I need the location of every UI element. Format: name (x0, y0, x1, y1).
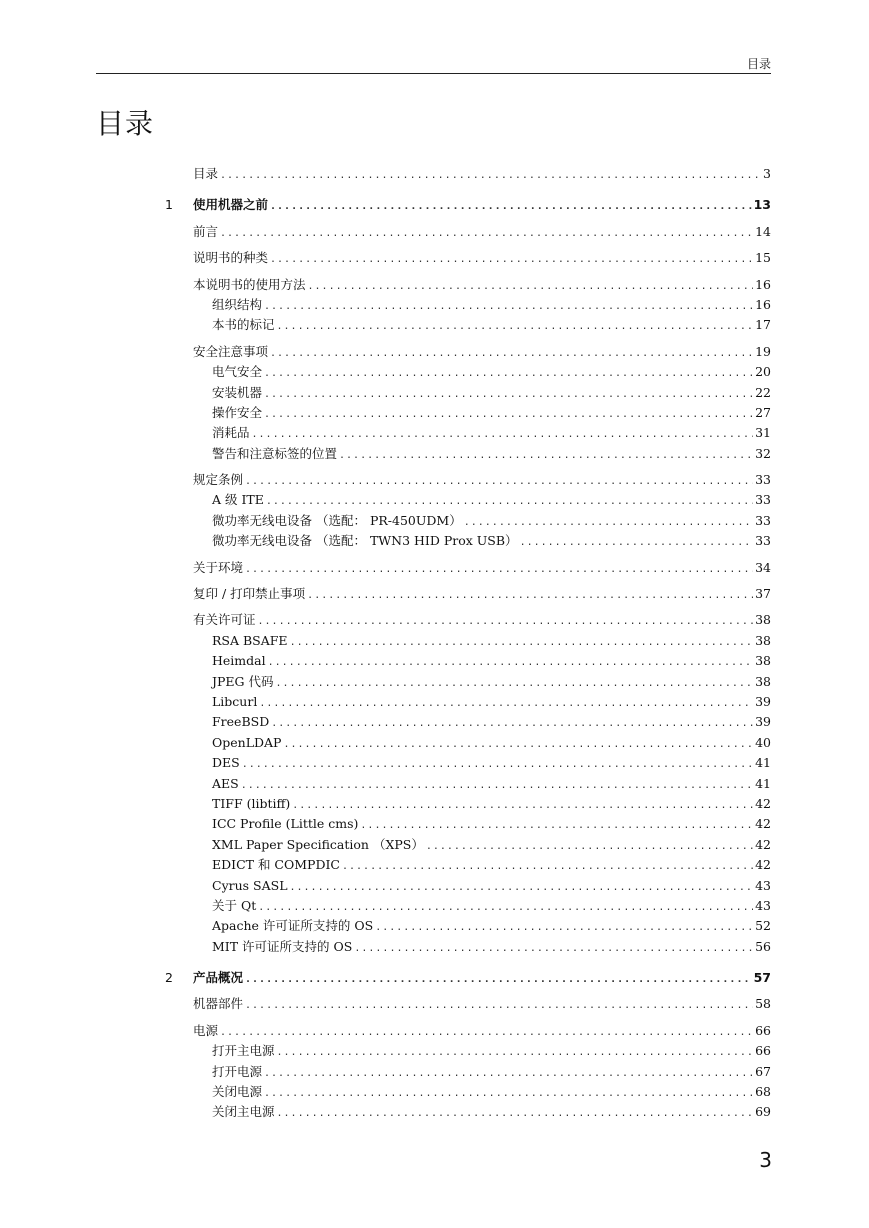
toc-page-number: 57 (753, 970, 771, 986)
toc-subentry[interactable] (212, 896, 771, 916)
dot-leader (464, 513, 753, 533)
toc-page-number: 41 (755, 755, 771, 771)
toc-entry-contents[interactable] (193, 164, 771, 184)
chapter-number: 1 (165, 197, 173, 213)
dot-leader (375, 918, 753, 938)
toc-page-number: 32 (755, 445, 771, 461)
toc-entry[interactable] (193, 470, 771, 490)
toc-page-number: 15 (755, 250, 771, 266)
toc-page-number: 37 (755, 586, 771, 602)
toc-page-number: 13 (753, 197, 771, 213)
toc-subentry[interactable] (212, 295, 771, 315)
toc-entry[interactable] (193, 222, 771, 242)
toc-page-number: 27 (755, 404, 771, 420)
toc-subentry[interactable] (212, 712, 771, 732)
toc-page-number: 38 (755, 632, 771, 648)
dot-leader (360, 816, 753, 836)
toc-entry-label: 机器部件 (193, 996, 244, 1012)
toc-page-number: 34 (755, 559, 771, 575)
dot-leader (264, 364, 753, 384)
toc-entry-label: ICC Profile (Little cms) (212, 816, 359, 832)
toc-entry-label: 关闭电源 (212, 1084, 263, 1100)
toc-page-number: 69 (755, 1104, 771, 1120)
dot-leader (220, 166, 761, 186)
toc-entry-label: 微功率无线电设备 （选配： PR-450UDM） (212, 512, 462, 528)
toc-page-number: 43 (755, 877, 771, 893)
toc-page-number: 66 (755, 1022, 771, 1038)
dot-leader (241, 776, 753, 796)
toc-entry[interactable] (193, 342, 771, 362)
dot-leader (277, 317, 754, 337)
dot-leader (270, 197, 752, 217)
dot-leader (290, 878, 754, 898)
toc-page-number: 33 (755, 472, 771, 488)
toc-page-number: 42 (755, 836, 771, 852)
toc-subentry[interactable] (212, 423, 771, 443)
toc-page-number: 66 (755, 1043, 771, 1059)
toc-page-number: 16 (755, 276, 771, 292)
toc-entry-label: Libcurl (212, 693, 258, 709)
dot-leader (342, 857, 753, 877)
dot-leader (258, 898, 753, 918)
toc-page-number: 42 (755, 816, 771, 832)
toc-entry-label: FreeBSD (212, 714, 270, 730)
dot-leader (220, 224, 753, 244)
toc-chapter-label: 使用机器之前 (193, 197, 269, 213)
dot-leader (245, 472, 753, 492)
dot-leader (270, 344, 753, 364)
toc-subentry[interactable] (212, 511, 771, 531)
dot-leader (308, 277, 754, 297)
toc-subentry[interactable] (212, 876, 771, 896)
toc-chapter-1[interactable] (165, 195, 771, 215)
toc-entry[interactable] (193, 994, 771, 1014)
chapter-number: 2 (165, 970, 173, 986)
toc-subentry[interactable] (212, 383, 771, 403)
toc-page-number: 42 (755, 795, 771, 811)
toc-page-number: 39 (755, 693, 771, 709)
toc-page-number: 14 (755, 223, 771, 239)
dot-leader (264, 297, 753, 317)
dot-leader (270, 250, 753, 270)
toc-page-number: 20 (755, 364, 771, 380)
toc-subentry[interactable] (212, 1102, 771, 1122)
table-of-contents (0, 164, 869, 1123)
dot-leader (252, 425, 754, 445)
toc-subentry[interactable] (212, 1062, 771, 1082)
toc-subentry[interactable] (212, 835, 771, 855)
running-header-title: 目录 (746, 57, 771, 71)
toc-entry-label: 关于环境 (193, 559, 244, 575)
dot-leader (264, 1064, 753, 1084)
toc-page-number: 42 (755, 857, 771, 873)
toc-subentry[interactable] (212, 733, 771, 753)
dot-leader (283, 735, 753, 755)
toc-subentry[interactable] (212, 362, 771, 382)
running-header (96, 55, 771, 74)
toc-subentry[interactable] (212, 672, 771, 692)
toc-page-number: 16 (755, 296, 771, 312)
dot-leader (245, 970, 752, 990)
toc-entry-label: 警告和注意标签的位置 (212, 445, 338, 461)
toc-entry-label: TIFF (libtiff) (212, 795, 291, 811)
dot-leader (271, 714, 753, 734)
toc-entry-label: 有关许可证 (193, 612, 256, 628)
toc-entry-label: XML Paper Specification （XPS） (212, 836, 424, 852)
toc-entry-label: 关于 Qt (212, 897, 257, 913)
toc-entry-label: AES (212, 775, 239, 791)
toc-page-number: 3 (763, 166, 771, 181)
dot-leader (259, 694, 753, 714)
toc-entry-label: Cyrus SASL (212, 877, 288, 893)
toc-entry-label: 前言 (193, 223, 219, 239)
dot-leader (290, 633, 754, 653)
toc-subentry[interactable] (212, 631, 771, 651)
toc-entry-label: 组织结构 (212, 296, 263, 312)
toc-subentry[interactable] (212, 651, 771, 671)
page-number: 3 (759, 1148, 772, 1172)
toc-page-number: 22 (755, 384, 771, 400)
toc-entry-label: 电气安全 (212, 364, 263, 380)
toc-entry[interactable] (193, 248, 771, 268)
toc-entry[interactable] (193, 1021, 771, 1041)
toc-page-number: 67 (755, 1063, 771, 1079)
toc-subentry[interactable] (212, 855, 771, 875)
toc-subentry[interactable] (212, 814, 771, 834)
dot-leader (264, 405, 753, 425)
toc-entry-label: 微功率无线电设备 （选配： TWN3 HID Prox USB） (212, 533, 518, 549)
toc-entry-label: JPEG 代码 (212, 673, 274, 689)
toc-page-number: 38 (755, 612, 771, 628)
toc-entry-label: 安全注意事项 (193, 343, 269, 359)
toc-page-number: 56 (755, 938, 771, 954)
toc-subentry[interactable] (212, 794, 771, 814)
toc-entry-label: MIT 许可证所支持的 OS (212, 938, 353, 954)
toc-entry-label: A 级 ITE (212, 492, 264, 508)
toc-subentry[interactable] (212, 531, 771, 551)
toc-subentry[interactable] (212, 315, 771, 335)
dot-leader (258, 612, 754, 632)
toc-page-number: 39 (755, 714, 771, 730)
toc-entry-label: DES (212, 755, 240, 771)
toc-page-number: 33 (755, 533, 771, 549)
toc-entry-label: 说明书的种类 (193, 250, 269, 266)
dot-leader (242, 755, 753, 775)
dot-leader (276, 674, 754, 694)
toc-chapter-label: 产品概况 (193, 970, 244, 986)
dot-leader (426, 837, 753, 857)
dot-leader (245, 560, 753, 580)
toc-subentry[interactable] (212, 692, 771, 712)
toc-subentry[interactable] (212, 753, 771, 773)
dot-leader (268, 653, 753, 673)
toc-entry[interactable] (193, 558, 771, 578)
dot-leader (292, 796, 753, 816)
toc-subentry[interactable] (212, 1082, 771, 1102)
toc-entry-label: 打开主电源 (212, 1043, 275, 1059)
toc-entry-label: 关闭主电源 (212, 1104, 275, 1120)
dot-leader (520, 533, 754, 553)
toc-entry-label: Heimdal (212, 653, 266, 669)
dot-leader (266, 492, 753, 512)
toc-chapter-2[interactable] (165, 968, 771, 988)
toc-subentry[interactable] (212, 1041, 771, 1061)
dot-leader (354, 939, 753, 959)
dot-leader (264, 1084, 753, 1104)
toc-entry-label: 电源 (193, 1022, 219, 1038)
toc-entry-label: 规定条例 (193, 472, 244, 488)
toc-page-number: 17 (755, 317, 771, 333)
toc-subentry[interactable] (212, 937, 771, 957)
toc-entry-label: 操作安全 (212, 404, 263, 420)
toc-subentry[interactable] (212, 774, 771, 794)
toc-page-number: 58 (755, 996, 771, 1012)
toc-entry-label: 消耗品 (212, 425, 250, 441)
toc-entry-label: RSA BSAFE (212, 632, 288, 648)
toc-entry-label: 打开电源 (212, 1063, 263, 1079)
toc-page-number: 52 (755, 918, 771, 934)
dot-leader (277, 1104, 754, 1124)
toc-entry-label: OpenLDAP (212, 734, 282, 750)
toc-entry-label: 目录 (193, 166, 219, 181)
toc-entry-label: Apache 许可证所支持的 OS (212, 918, 374, 934)
toc-page-number: 68 (755, 1084, 771, 1100)
toc-page-number: 38 (755, 673, 771, 689)
toc-entry[interactable] (193, 610, 771, 630)
page-title: 目录 (96, 107, 155, 140)
dot-leader (220, 1023, 753, 1043)
dot-leader (307, 586, 753, 606)
toc-entry[interactable] (193, 275, 771, 295)
toc-page-number: 19 (755, 343, 771, 359)
toc-page-number: 43 (755, 897, 771, 913)
toc-entry-label: 本说明书的使用方法 (193, 276, 306, 292)
toc-subentry[interactable] (212, 403, 771, 423)
dot-leader (264, 385, 753, 405)
toc-page-number: 33 (755, 512, 771, 528)
dot-leader (277, 1043, 754, 1063)
toc-subentry[interactable] (212, 444, 771, 464)
toc-page-number: 41 (755, 775, 771, 791)
toc-page-number: 40 (755, 734, 771, 750)
toc-subentry[interactable] (212, 490, 771, 510)
toc-entry-label: 安装机器 (212, 384, 263, 400)
dot-leader (245, 996, 753, 1016)
toc-page-number: 38 (755, 653, 771, 669)
toc-subentry[interactable] (212, 916, 771, 936)
toc-entry-label: 本书的标记 (212, 317, 275, 333)
toc-page-number: 33 (755, 492, 771, 508)
toc-entry[interactable] (193, 584, 771, 604)
toc-entry-label: 复印 / 打印禁止事项 (193, 586, 306, 602)
toc-page-number: 31 (755, 425, 771, 441)
dot-leader (339, 446, 753, 466)
toc-entry-label: EDICT 和 COMPDIC (212, 857, 340, 873)
